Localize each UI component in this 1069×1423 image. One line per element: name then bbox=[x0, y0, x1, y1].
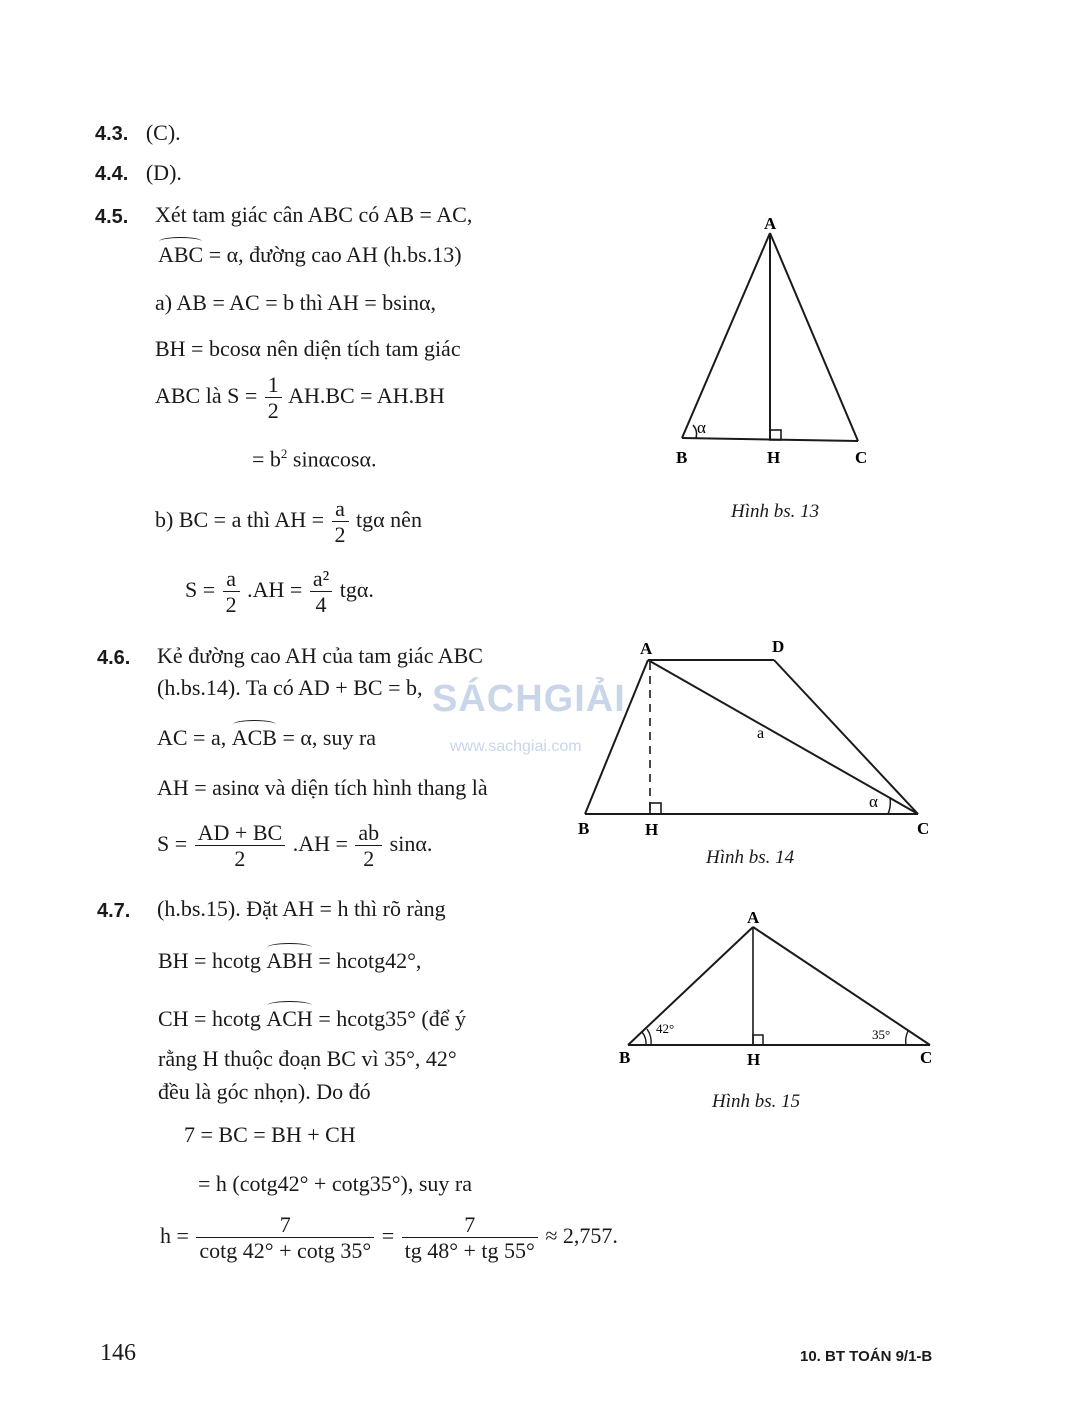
formula-line bbox=[155, 496, 422, 548]
text-line: Xét tam giác cân ABC có AB = AC, bbox=[155, 202, 473, 227]
vertex-label-c: C bbox=[920, 1048, 933, 1067]
vertex-label-h: H bbox=[645, 820, 659, 839]
text-line: 7 = BC = BH + CH bbox=[184, 1122, 356, 1147]
text-span: b) BC = a thì AH = bbox=[155, 506, 325, 532]
numerator: AD + BC bbox=[195, 820, 286, 846]
formula-line bbox=[160, 1212, 618, 1264]
side-ab bbox=[682, 233, 770, 438]
denominator: 2 bbox=[334, 522, 346, 548]
text-span: ≈ 2,757. bbox=[545, 1222, 618, 1248]
formula-line bbox=[155, 372, 445, 424]
text-line: BH = bcosα nên diện tích tam giác bbox=[155, 336, 461, 361]
side-ab bbox=[628, 927, 753, 1045]
angle-notation: ACH bbox=[266, 1006, 313, 1031]
text-line: đều là góc nhọn). Do đó bbox=[158, 1079, 371, 1104]
text-span: = hcotg35° (để ý bbox=[318, 1006, 466, 1031]
fraction bbox=[265, 372, 282, 424]
denominator: 2 bbox=[363, 846, 375, 872]
text-span: AH.BC = AH.BH bbox=[288, 382, 445, 408]
angle-label-b: 42° bbox=[656, 1021, 675, 1036]
angle-notation: ABH bbox=[266, 948, 313, 973]
superscript: 2 bbox=[280, 446, 288, 461]
numerator: 1 bbox=[265, 372, 282, 398]
fraction bbox=[223, 566, 240, 618]
item-number: 4.4. bbox=[95, 163, 129, 185]
vertex-label-b: B bbox=[676, 448, 688, 467]
fraction bbox=[332, 496, 349, 548]
text-span: ABC là S = bbox=[155, 382, 258, 408]
angle-arc-c bbox=[906, 1031, 908, 1045]
denominator: 4 bbox=[315, 592, 327, 618]
caption-bs-14: Hình bs. 14 bbox=[706, 847, 795, 868]
watermark-url: www.sachgiai.com bbox=[450, 738, 582, 755]
text-line: (h.bs.15). Đặt AH = h thì rõ ràng bbox=[157, 896, 446, 921]
text-span: BH = hcotg bbox=[158, 948, 261, 973]
vertex-label-c: C bbox=[855, 448, 868, 467]
item-4-4 bbox=[95, 160, 182, 186]
denominator: tg 48° + tg 55° bbox=[404, 1238, 535, 1264]
angle-arc-b-outer bbox=[647, 1029, 651, 1045]
fraction bbox=[310, 566, 332, 618]
vertex-label-h: H bbox=[767, 448, 781, 467]
item-4-3 bbox=[95, 120, 181, 146]
angle-label-c: 35° bbox=[872, 1027, 891, 1042]
item-number-4-7: 4.7. bbox=[97, 900, 131, 922]
text-line bbox=[158, 242, 462, 268]
text-span: = α, suy ra bbox=[282, 725, 377, 750]
vertex-label-a: A bbox=[640, 639, 653, 658]
text-line: a) AB = AC = b thì AH = bsinα, bbox=[155, 290, 436, 315]
angle-notation: ACB bbox=[231, 725, 277, 750]
angle-label-alpha: α bbox=[697, 418, 706, 437]
fraction bbox=[196, 1212, 374, 1264]
caption-bs-13: Hình bs. 13 bbox=[731, 501, 820, 522]
text-span: = α, đường cao AH (h.bs.13) bbox=[208, 242, 462, 267]
formula-line bbox=[157, 820, 432, 872]
denominator: 2 bbox=[234, 846, 246, 872]
text-span: tgα. bbox=[339, 576, 374, 602]
text-line: = h (cotg42° + cotg35°), suy ra bbox=[198, 1171, 472, 1196]
side-dc bbox=[774, 660, 918, 814]
numerator: ab bbox=[355, 820, 382, 846]
vertex-label-a: A bbox=[764, 214, 777, 233]
formula-line bbox=[252, 446, 376, 472]
text-span: S = bbox=[157, 830, 188, 856]
text-span: sinα. bbox=[389, 830, 433, 856]
numerator: 7 bbox=[196, 1212, 374, 1238]
item-number-4-5: 4.5. bbox=[95, 206, 129, 228]
watermark-logo: SÁCHGIẢI bbox=[432, 678, 626, 720]
fraction bbox=[355, 820, 382, 872]
caption-bs-15: Hình bs. 15 bbox=[712, 1091, 801, 1112]
fraction bbox=[195, 820, 286, 872]
text-span: CH = hcotg bbox=[158, 1006, 261, 1031]
text-span: tgα nên bbox=[356, 506, 422, 532]
denominator: cotg 42° + cotg 35° bbox=[199, 1238, 372, 1264]
angle-arc-b bbox=[642, 1032, 646, 1045]
vertex-label-b: B bbox=[619, 1048, 631, 1067]
text-span: .AH = bbox=[292, 830, 348, 856]
text-span: AC = a, bbox=[157, 725, 227, 750]
item-number-4-6: 4.6. bbox=[97, 647, 131, 669]
vertex-label-d: D bbox=[772, 637, 785, 656]
denominator: 2 bbox=[267, 398, 279, 424]
angle-label-alpha: α bbox=[869, 792, 878, 811]
right-angle-mark bbox=[770, 430, 781, 440]
item-number: 4.3. bbox=[95, 123, 129, 145]
book-reference: 10. BT TOÁN 9/1-B bbox=[800, 1348, 933, 1365]
numerator: a bbox=[332, 496, 349, 522]
item-answer: (C). bbox=[145, 120, 181, 145]
text-line: Kẻ đường cao AH của tam giác ABC bbox=[157, 643, 483, 668]
numerator: a bbox=[223, 566, 240, 592]
text-span: = bbox=[381, 1222, 395, 1248]
side-ac bbox=[770, 233, 858, 441]
fraction bbox=[402, 1212, 538, 1264]
numerator: 7 bbox=[402, 1212, 538, 1238]
text-line: rằng H thuộc đoạn BC vì 35°, 42° bbox=[158, 1046, 457, 1071]
vertex-label-a: A bbox=[747, 908, 760, 927]
figure-bs-15 bbox=[610, 905, 950, 1075]
segment-label-a: a bbox=[757, 725, 765, 742]
text-line: AH = asinα và diện tích hình thang là bbox=[157, 775, 488, 800]
text-span: h = bbox=[160, 1222, 189, 1248]
vertex-label-b: B bbox=[578, 819, 590, 838]
diagonal-ac bbox=[648, 660, 918, 814]
text-line bbox=[157, 725, 376, 751]
text-line bbox=[158, 948, 421, 974]
angle-arc bbox=[693, 425, 697, 438]
text-line bbox=[158, 1006, 466, 1032]
right-angle-mark bbox=[753, 1035, 763, 1045]
text-span: = hcotg42°, bbox=[318, 948, 422, 973]
numerator: a² bbox=[310, 566, 332, 592]
text-span: sinαcosα. bbox=[292, 446, 377, 472]
side-ab bbox=[585, 660, 648, 814]
angle-notation: ABC bbox=[158, 242, 204, 267]
denominator: 2 bbox=[225, 592, 237, 618]
vertex-label-h: H bbox=[747, 1050, 761, 1069]
text-span: S = bbox=[185, 576, 216, 602]
angle-arc bbox=[888, 798, 890, 814]
text-span: .AH = bbox=[247, 576, 303, 602]
figure-bs-13 bbox=[660, 205, 890, 475]
formula-line bbox=[185, 566, 374, 618]
side-ac bbox=[753, 927, 930, 1045]
text-span: = b bbox=[252, 446, 281, 472]
figure-bs-14 bbox=[570, 632, 950, 847]
right-angle-mark bbox=[650, 803, 661, 814]
vertex-label-c: C bbox=[917, 819, 930, 838]
item-answer: (D). bbox=[145, 160, 182, 185]
text-line: (h.bs.14). Ta có AD + BC = b, bbox=[157, 675, 423, 700]
page-number: 146 bbox=[100, 1340, 136, 1366]
